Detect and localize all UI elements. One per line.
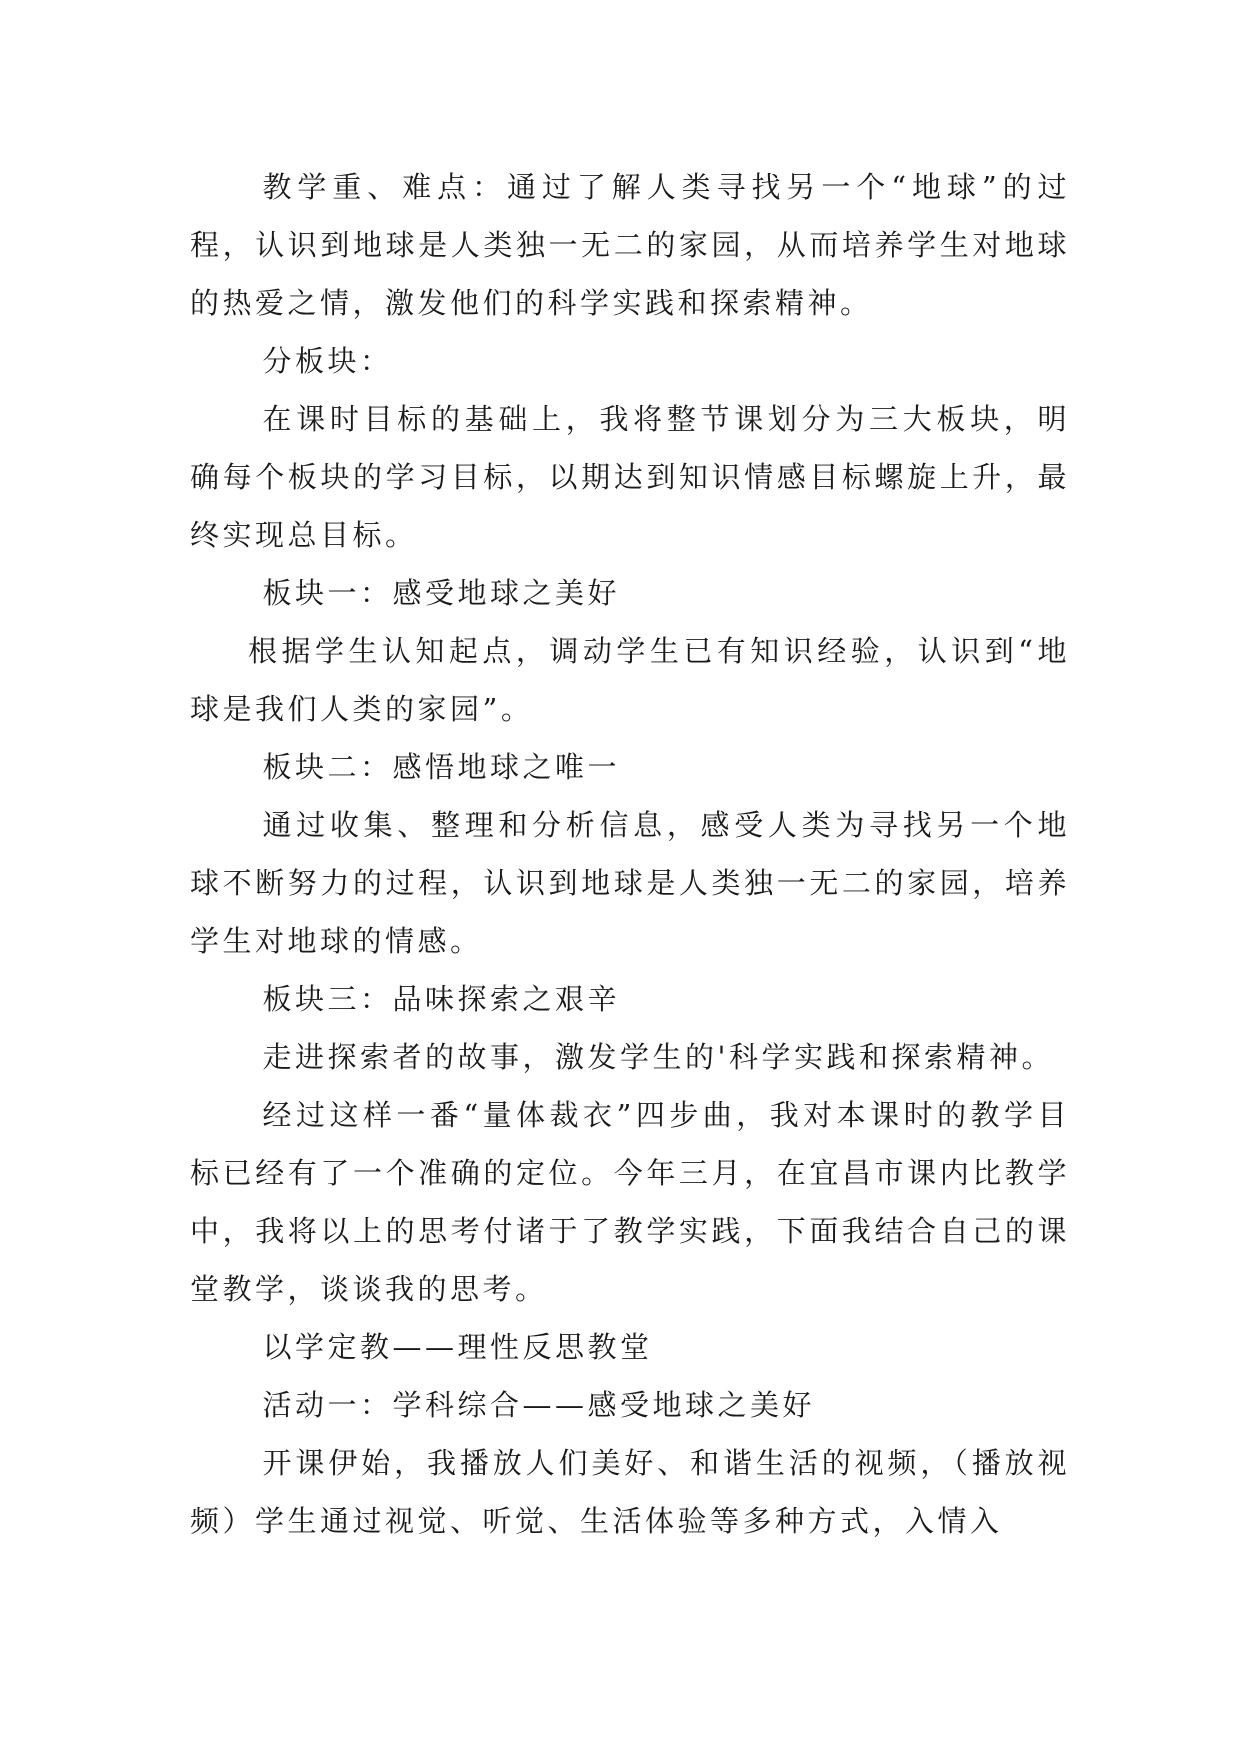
- paragraph-section-one-title: 板块一：感受地球之美好: [262, 576, 621, 610]
- paragraph-activity-one-title: 活动一：学科综合——感受地球之美好: [262, 1388, 816, 1422]
- paragraph-reflection-heading: 以学定教——理性反思教堂: [262, 1330, 653, 1364]
- paragraph-sections-intro: 在课时目标的基础上，我将整节课划分为三大板块，明确每个板块的学习目标，以期达到知识情感目标螺旋上升，最终实现总目标。: [190, 402, 1070, 552]
- document-body: [190, 158, 1070, 1550]
- paragraph-section-three-title: 板块三：品味探索之艰辛: [262, 982, 621, 1016]
- paragraph-sections-heading: 分板块：: [262, 344, 393, 378]
- paragraph-section-two-title: 板块二：感悟地球之唯一: [262, 750, 621, 784]
- paragraph-section-two-body: 通过收集、整理和分析信息，感受人类为寻找另一个地球不断努力的过程，认识到地球是人类独一无二的家园，培养学生对地球的情感。: [190, 808, 1070, 958]
- paragraph-section-one-body: 根据学生认知起点，调动学生已有知识经验，认识到“地球是我们人类的家园”。: [190, 634, 1070, 726]
- paragraph-section-three-body: 走进探索者的故事，激发学生的'科学实践和探索精神。: [262, 1040, 1054, 1074]
- paragraph-key-difficulties: 教学重、难点：通过了解人类寻找另一个“地球”的过程，认识到地球是人类独一无二的家园，从而培养学生对地球的热爱之情，激发他们的科学实践和探索精神。: [190, 170, 1070, 320]
- paragraph-activity-one-body: 开课伊始，我播放人们美好、和谐生活的视频，（播放视频）学生通过视觉、听觉、生活体验等多种方式，入情入: [190, 1446, 1070, 1538]
- paragraph-summary: 经过这样一番“量体裁衣”四步曲，我对本课时的教学目标已经有了一个准确的定位。今年三月，在宜昌市课内比教学中，我将以上的思考付诸于了教学实践，下面我结合自己的课堂教学，谈谈我的思考。: [190, 1098, 1070, 1306]
